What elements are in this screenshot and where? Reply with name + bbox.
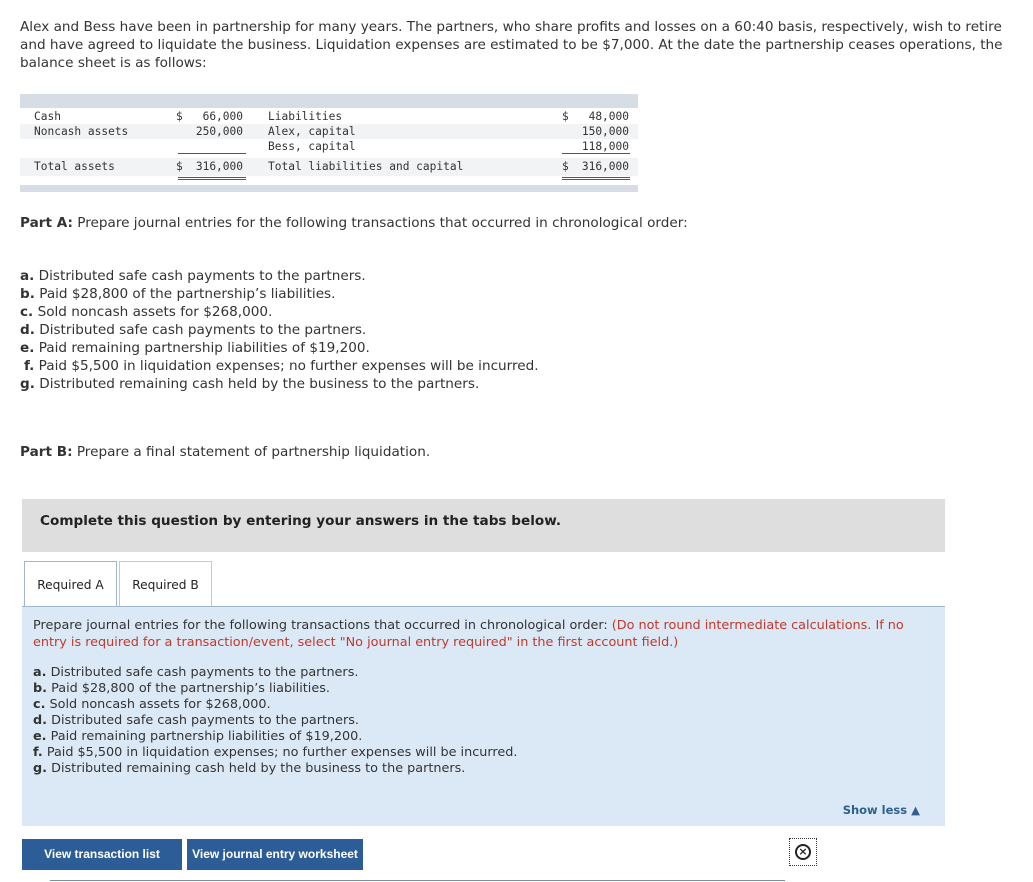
list-item: [20, 303, 539, 321]
list-item: [33, 681, 517, 697]
list-item: [20, 267, 539, 285]
item-text: Distributed safe cash payments to the partners.: [50, 665, 359, 680]
part-a-label: Part A:: [20, 215, 73, 231]
row-label: Noncash assets: [34, 125, 129, 138]
row-value: 250,000: [195, 125, 243, 138]
item-text: Paid remaining partnership liabilities of $19,200.: [38, 340, 370, 356]
list-item: [20, 357, 539, 375]
item-letter: b.: [33, 681, 48, 696]
row-right-value: 150,000: [581, 125, 629, 138]
list-item: [33, 761, 517, 777]
item-letter: g.: [33, 761, 48, 776]
total-value: 316,000: [195, 160, 243, 173]
subtotal-rule: [178, 153, 246, 154]
part-a-text: Prepare journal entries for the following transactions that occurred in chronological order:: [77, 215, 688, 231]
item-letter: d.: [20, 322, 35, 338]
part-b-text: Prepare a final statement of partnership liquidation.: [76, 444, 431, 460]
view-transaction-list-button[interactable]: View transaction list: [22, 839, 182, 870]
item-text: Sold noncash assets for $268,000.: [37, 304, 273, 320]
list-item: [33, 729, 517, 745]
list-item: [33, 697, 517, 713]
instruction-note: (Do not round intermediate calculations. If no entry is required for a transaction/event, select "No journal entry required" in the first account field.): [33, 618, 904, 650]
item-letter: e.: [20, 340, 35, 356]
triangle-up-icon: ▲: [911, 803, 920, 817]
total-rule: [562, 177, 630, 178]
list-item: [33, 665, 517, 681]
transaction-list: [20, 267, 539, 393]
part-b-label: Part B:: [20, 444, 73, 460]
row-right-label: Liabilities: [268, 110, 343, 123]
panel-transaction-list: [33, 665, 517, 777]
balance-sheet-total-row: [20, 158, 638, 176]
balance-sheet-row: [20, 124, 638, 139]
item-letter: g.: [20, 376, 35, 392]
item-letter: a.: [33, 665, 47, 680]
total-right-dollar: $: [562, 160, 569, 173]
complete-question-banner: [22, 499, 945, 552]
item-text: Distributed remaining cash held by the business to the partners.: [39, 376, 480, 392]
total-dollar: $: [176, 160, 183, 173]
list-item: [20, 321, 539, 339]
instruction-text: Prepare journal entries for the following transactions that occurred in chronological order:: [33, 618, 608, 633]
footer-rule: [50, 880, 785, 881]
item-text: Paid $5,500 in liquidation expenses; no further expenses will be incurred.: [38, 358, 539, 374]
item-letter: c.: [33, 697, 46, 712]
part-b-heading: [20, 444, 430, 460]
list-item: [20, 339, 539, 357]
list-item: [20, 285, 539, 303]
panel-instructions: [33, 617, 938, 651]
close-circle-icon: ×: [795, 844, 811, 860]
item-text: Paid $28,800 of the partnership’s liabilities.: [39, 286, 336, 302]
balance-sheet-row: [20, 139, 638, 154]
part-a-heading: [20, 215, 688, 231]
row-value: 66,000: [202, 110, 243, 123]
row-right-label: Bess, capital: [268, 140, 356, 153]
tab-required-a[interactable]: Required A: [24, 561, 117, 607]
item-letter: f.: [24, 358, 35, 374]
show-less-link[interactable]: [843, 803, 920, 817]
item-text: Distributed safe cash payments to the partners.: [38, 268, 366, 284]
row-right-dollar: $: [562, 110, 569, 123]
list-item: [20, 375, 539, 393]
subtotal-rule: [562, 153, 630, 154]
item-letter: d.: [33, 713, 48, 728]
item-text: Paid $28,800 of the partnership’s liabilities.: [51, 681, 330, 696]
problem-intro: Alex and Bess have been in partnership for many years. The partners, who share profits and losses on a 60:40 basis, respectively, wish to retire and have agreed to liquidate the business. Liquidation expenses are estimated to be $7,000. At the date the partnership ceases operations, the balance sheet is as follows:: [20, 19, 1003, 71]
view-journal-entry-worksheet-button[interactable]: View journal entry worksheet: [187, 839, 363, 870]
item-letter: f.: [33, 745, 43, 760]
banner-text: Complete this question by entering your answers in the tabs below.: [40, 513, 562, 529]
item-letter: a.: [20, 268, 35, 284]
item-letter: c.: [20, 304, 34, 320]
clear-button[interactable]: [789, 838, 817, 866]
total-right-label: Total liabilities and capital: [268, 160, 464, 173]
item-text: Sold noncash assets for $268,000.: [49, 697, 271, 712]
required-a-panel: [22, 607, 945, 826]
total-rule: [178, 177, 246, 178]
item-text: Paid remaining partnership liabilities of $19,200.: [50, 729, 363, 744]
balance-sheet: [20, 94, 638, 192]
total-rule: [178, 179, 246, 180]
list-item: [33, 713, 517, 729]
item-text: Distributed safe cash payments to the partners.: [51, 713, 359, 728]
tab-required-b[interactable]: Required B: [119, 561, 212, 607]
row-dollar: $: [176, 110, 183, 123]
row-right-value: 48,000: [588, 110, 629, 123]
list-item: [33, 745, 517, 761]
row-right-value: 118,000: [581, 140, 629, 153]
balance-sheet-header-band: [20, 94, 638, 108]
row-label: Cash: [34, 110, 61, 123]
item-text: Paid $5,500 in liquidation expenses; no further expenses will be incurred.: [46, 745, 518, 760]
total-label: Total assets: [34, 160, 115, 173]
show-less-label: Show less: [842, 803, 908, 817]
row-right-label: Alex, capital: [268, 125, 356, 138]
balance-sheet-footer-band: [20, 185, 638, 192]
balance-sheet-row: [20, 109, 638, 124]
item-text: Distributed remaining cash held by the business to the partners.: [51, 761, 466, 776]
total-right-value: 316,000: [581, 160, 629, 173]
item-letter: b.: [20, 286, 35, 302]
total-rule: [562, 179, 630, 180]
item-text: Distributed safe cash payments to the partners.: [39, 322, 367, 338]
item-letter: e.: [33, 729, 47, 744]
